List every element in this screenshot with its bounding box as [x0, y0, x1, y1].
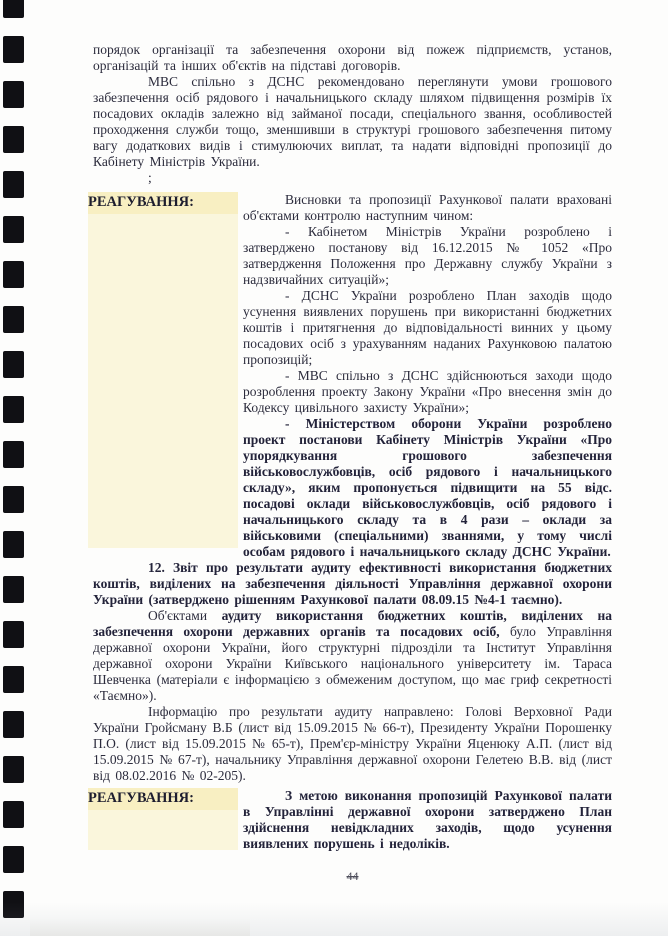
binding-hole: [3, 216, 24, 243]
binding-hole: [3, 81, 24, 108]
binding-hole: [3, 756, 24, 783]
reaction-section-1: [88, 192, 612, 560]
binding-strip: [0, 0, 30, 936]
binding-hole: [3, 576, 24, 603]
binding-hole: [3, 0, 24, 18]
binding-hole: [3, 711, 24, 738]
highlight-block-2: [88, 788, 238, 850]
binding-hole: [3, 351, 24, 378]
document-body: [88, 42, 612, 884]
reaction-1-paragraph: - Кабінетом Міністрів України розроблено і затверджено постанову від 16.12.2015 № 1052 «Про затвердження Положення про Державну службу України з надзвичайних ситуацій»;: [243, 224, 612, 287]
binding-hole: [3, 441, 24, 468]
binding-hole: [3, 36, 24, 63]
binding-hole: [3, 261, 24, 288]
paragraph-mvs-dsns-recommendation: МВС спільно з ДСНС рекомендовано переглянути умови грошового забезпечення осіб рядового і начальницького складу шляхом підвищення розмірів їх посадових окладів залежно від займаної посади, спеціального звання, особливостей проходження служби тощо, зменшивши в структурі грошового забезпечення питому вагу додаткових видів і стимулюючих виплат, та надати відповідні пропозиції до Кабінету Міністрів України.: [93, 74, 612, 169]
reaction-1-paragraph-bold: - Міністерством оборони України розроблено проект постанови Кабінету Міністрів України «Про упорядкування грошового забезпечення військовослужбовців, осіб рядового і начальницького складу», яким пропонується підвищити на 55 відс. посадові оклади військовослужбовців, осіб рядового і начальницького складу та в 4 рази – оклади за військовими (спеціальними) званнями, у тому числі особам рядового і начальницького складу ДСНС України.: [243, 416, 612, 559]
highlight-block-1: [88, 192, 238, 548]
binding-hole: [3, 666, 24, 693]
audit-objects-regular-1: Об'єктами: [148, 608, 222, 623]
binding-hole: [3, 306, 24, 333]
page-number: 44: [346, 869, 359, 883]
reaction-1-paragraph: - МВС спільно з ДСНС здійснюються заходи щодо розроблення проекту Закону України «Про внесення змін до Кодексу цивільного захисту України»;: [243, 368, 612, 415]
audit-objects-bold: аудиту використання бюджетних коштів, виділених на забезпечення охорони державних органів та посадових осіб,: [93, 608, 612, 639]
reaction-2-paragraph: З метою виконання пропозицій Рахункової палати в Управлінні державної охорони затверджено План здійснення невідкладних заходів, щодо усунення виявлених порушень і недоліків.: [243, 788, 612, 851]
binding-hole: [3, 486, 24, 513]
reaction-1-text-column: [243, 192, 612, 560]
audit-objects-regular-2: було Управління державної охорони України, його структурні підрозділи та Інститут Управління державної охорони України Київського національного університету ім. Тараса Шевченка (матеріали є інформацією з обмеженим доступом, що має гриф секретності «Таємно»).: [93, 624, 612, 703]
binding-hole: [3, 396, 24, 423]
paragraph-audit-objects: [93, 608, 612, 704]
stray-semicolon: ;: [148, 170, 152, 185]
reaction-section-2: [88, 788, 612, 852]
binding-hole: [3, 531, 24, 558]
binding-hole: [3, 126, 24, 153]
reaction-label-1: РЕАГУВАННЯ:: [88, 192, 238, 214]
paragraph-info-recipients: Інформацію про результати аудиту направлено: Голові Верховної Ради України Гройсману В.Б (лист від 15.09.2015 № 66-т), Президенту України Порошенку П.О. (лист від 15.09.2015 № 65-т), Прем'єр-міністру України Яценюку А.П. (лист від 15.09.2015 № 67-т), начальнику Управління державної охорони Гелетею В.В. від (лист від 08.02.2016 № 02-205).: [93, 704, 612, 783]
reaction-1-paragraph: Висновки та пропозиції Рахункової палати враховані об'єктами контролю наступним чином:: [243, 192, 612, 223]
scan-shade-corner: [30, 918, 250, 936]
scan-shade-bottom: [0, 902, 668, 936]
binding-hole: [3, 171, 24, 198]
section-12-heading: 12. Звіт про результати аудиту ефективності використання бюджетних коштів, виділених на забезпечення діяльності Управління державної охорони України (затверджено рішенням Рахункової палати 08.09.15 №4-1 таємно).: [93, 560, 612, 607]
paragraph-fire-protection: порядок організації та забезпечення охорони від пожеж підприємств, установ, організацій та інших об'єктів на підставі договорів.: [93, 42, 612, 73]
binding-hole: [3, 846, 24, 873]
binding-hole: [3, 621, 24, 648]
binding-hole: [3, 891, 24, 918]
binding-hole: [3, 801, 24, 828]
reaction-label-2: РЕАГУВАННЯ:: [88, 788, 238, 810]
reaction-1-paragraph: - ДСНС України розроблено План заходів щодо усунення виявлених порушень при використанні бюджетних коштів і притягнення до відповідальності винних у цьому посадових осіб з урахуванням наданих Рахунковою палатою пропозицій;: [243, 288, 612, 367]
reaction-2-text-column: [243, 788, 612, 852]
